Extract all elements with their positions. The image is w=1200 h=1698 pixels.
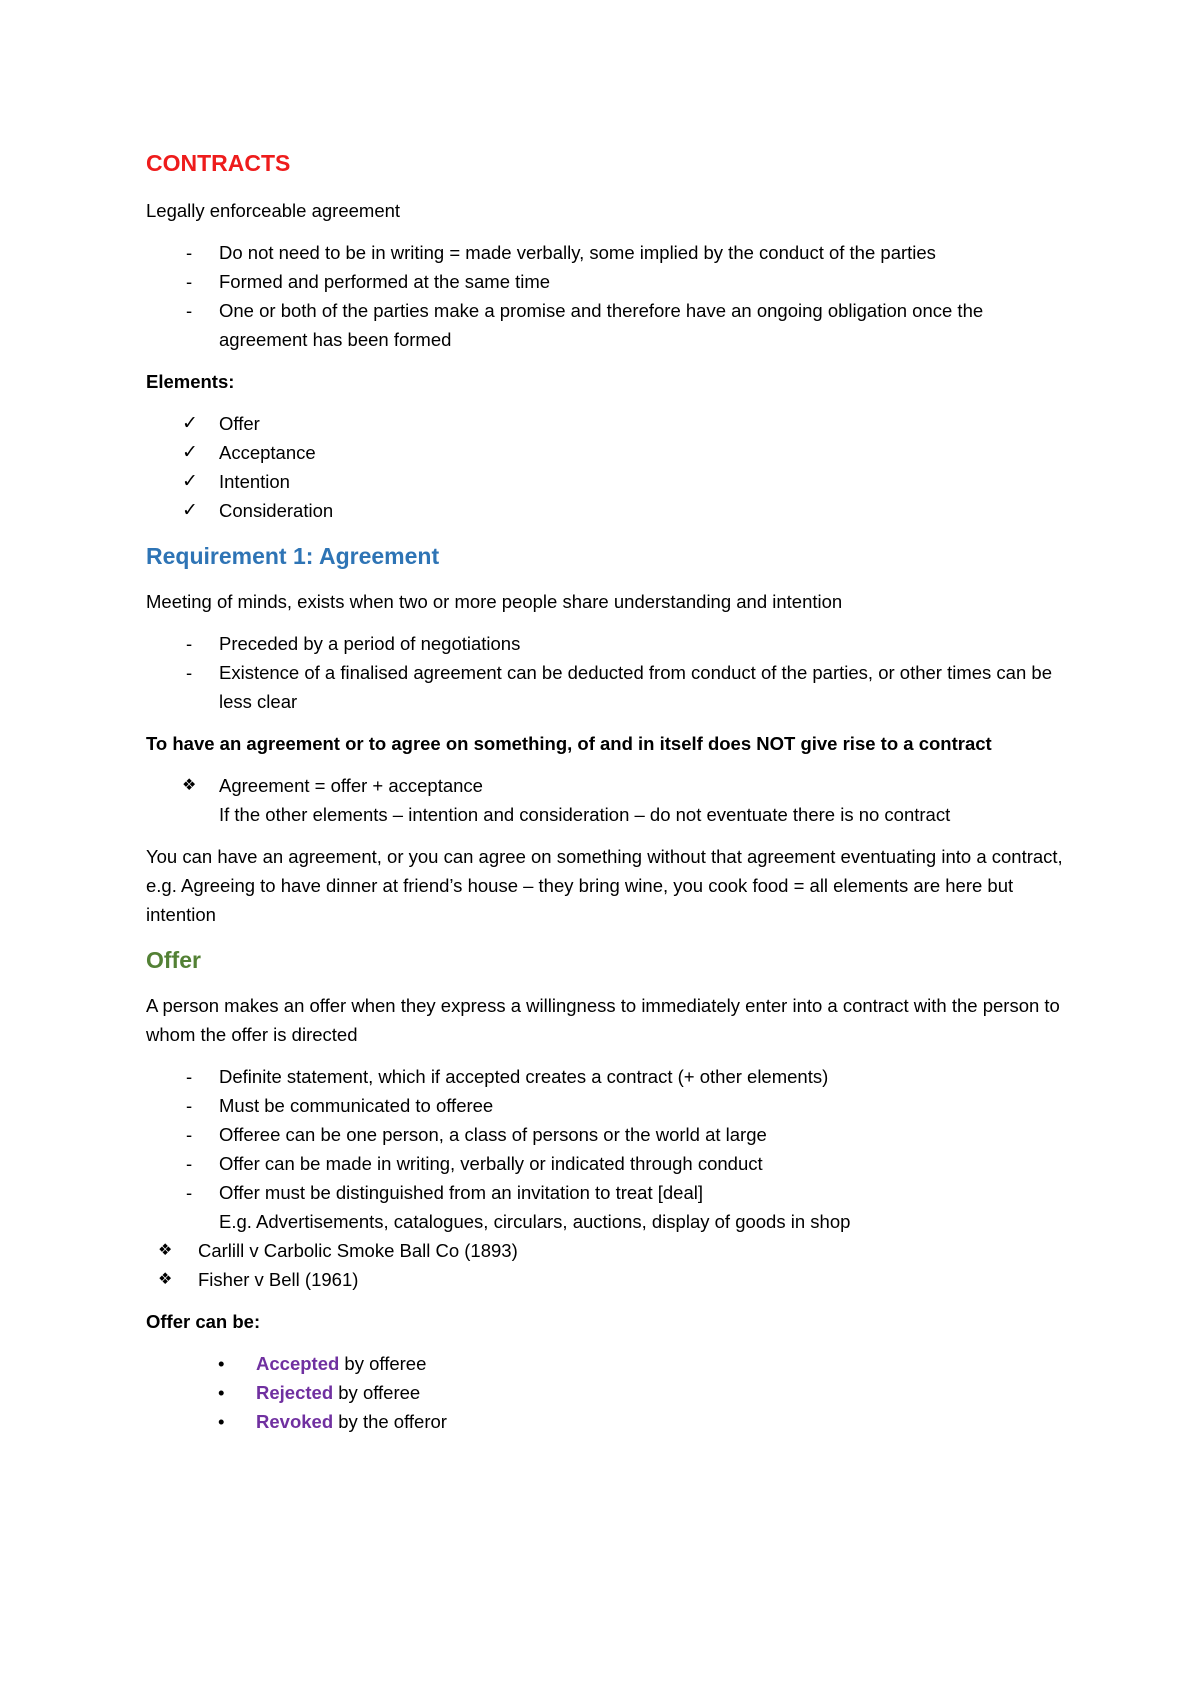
elements-list: [146, 409, 1076, 525]
list-item: - Definite statement, which if accepted creates a contract (+ other elements): [146, 1062, 1076, 1091]
dash-bullet: -: [186, 1066, 193, 1087]
list-item: - Do not need to be in writing = made verbally, some implied by the conduct of the parties: [146, 238, 1076, 267]
list-item: - Formed and performed at the same time: [146, 267, 1076, 296]
list-item: ✓ Acceptance: [146, 438, 1076, 467]
list-item: ❖ Agreement = offer + acceptance If the other elements – intention and consideration – do not eventuate there is no contract: [146, 771, 1076, 829]
list-item: • Rejected by offeree: [146, 1378, 1076, 1407]
dash-bullet: -: [186, 271, 193, 292]
list-item: - Existence of a finalised agreement can be deducted from conduct of the parties, or other times can be less clear: [146, 658, 1076, 716]
requirement-paragraph: You can have an agreement, or you can agree on something without that agreement eventuating into a contract, e.g. Agreeing to have dinner at friend’s house – they bring wine, you cook food = all elements are here but intention: [146, 846, 1063, 925]
list-item: ✓ Offer: [146, 409, 1076, 438]
dash-bullet: -: [186, 1153, 193, 1174]
list-item: ❖ Fisher v Bell (1961): [146, 1265, 1076, 1294]
diamond-bullet-icon: ❖: [182, 777, 197, 794]
list-item: • Accepted by offeree: [146, 1349, 1076, 1378]
list-item: ❖ Carlill v Carbolic Smoke Ball Co (1893): [146, 1236, 1076, 1265]
list-item: - Offeree can be one person, a class of persons or the world at large: [146, 1120, 1076, 1149]
list-item: - Must be communicated to offeree: [146, 1091, 1076, 1120]
dash-bullet: -: [186, 1095, 193, 1116]
offer-can-be-list: [146, 1349, 1076, 1436]
dash-bullet: -: [186, 633, 193, 654]
checkmark-icon: ✓: [182, 442, 198, 463]
dash-bullet: -: [186, 242, 193, 263]
list-item: ✓ Consideration: [146, 496, 1076, 525]
list-item: - Offer must be distinguished from an invitation to treat [deal] E.g. Advertisements, catalogues, circulars, auctions, display of goods in shop: [146, 1178, 1076, 1236]
dash-bullet: -: [186, 662, 193, 683]
intro-text: Legally enforceable agreement: [146, 200, 401, 221]
checkmark-icon: ✓: [182, 413, 198, 434]
list-item: • Revoked by the offeror: [146, 1407, 1076, 1436]
diamond-bullet-icon: ❖: [158, 1242, 173, 1259]
intro-list: [146, 238, 1076, 354]
checkmark-icon: ✓: [182, 471, 198, 492]
dash-bullet: -: [186, 1124, 193, 1145]
requirement-heading: Requirement 1: Agreement: [146, 543, 440, 569]
offer-can-be-heading: Offer can be:: [146, 1311, 261, 1332]
bullet-dot-icon: •: [218, 1353, 225, 1374]
case-list: [146, 1236, 1076, 1294]
document-title: CONTRACTS: [146, 150, 291, 176]
list-item: ✓ Intention: [146, 467, 1076, 496]
requirement-bold-statement: To have an agreement or to agree on something, of and in itself does NOT give rise to a contract: [146, 733, 992, 754]
dash-bullet: -: [186, 1182, 193, 1203]
list-item: - One or both of the parties make a promise and therefore have an ongoing obligation once the agreement has been formed: [146, 296, 1076, 354]
offer-intro: A person makes an offer when they express a willingness to immediately enter into a contract with the person to whom the offer is directed: [146, 995, 1060, 1045]
offer-list: [146, 1062, 1076, 1236]
dash-bullet: -: [186, 300, 193, 321]
checkmark-icon: ✓: [182, 500, 198, 521]
bullet-dot-icon: •: [218, 1382, 225, 1403]
list-item: - Preceded by a period of negotiations: [146, 629, 1076, 658]
list-item: - Offer can be made in writing, verbally or indicated through conduct: [146, 1149, 1076, 1178]
offer-heading: Offer: [146, 947, 201, 973]
requirement-list: [146, 629, 1076, 716]
bullet-dot-icon: •: [218, 1411, 225, 1432]
diamond-bullet-icon: ❖: [158, 1271, 173, 1288]
requirement-intro: Meeting of minds, exists when two or more people share understanding and intention: [146, 591, 843, 612]
requirement-diamond-list: [146, 771, 1076, 829]
elements-heading: Elements:: [146, 371, 235, 392]
document-page: [146, 148, 1076, 1436]
